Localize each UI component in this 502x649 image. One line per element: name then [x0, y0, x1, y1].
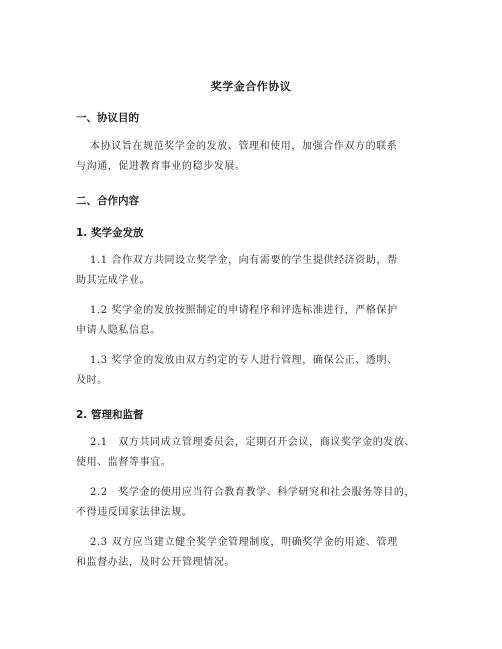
paragraph-line: 2.3 双方应当建立健全奖学金管理制度，明确奖学金的用途、管理	[90, 537, 398, 548]
paragraph-line: 本协议旨在规范奖学金的发放、管理和使用，加强合作双方的联系	[90, 141, 398, 152]
section-heading-content: 二、合作内容	[76, 195, 139, 207]
paragraph-line: 2.2 奖学金的使用应当符合教育教学、科学研究和社会服务等目的，	[90, 487, 416, 498]
clause-1-2	[76, 301, 448, 340]
section-heading-purpose: 一、协议目的	[76, 112, 139, 124]
subsection-heading-management: 2. 管理和监督	[76, 409, 144, 421]
paragraph-purpose	[76, 137, 448, 176]
paragraph-line: 申请人隐私信息。	[76, 324, 161, 336]
paragraph-line: 和监督办法，及时公开管理情况。	[76, 556, 235, 568]
clause-1-1	[76, 251, 448, 290]
clause-1-3	[76, 351, 448, 390]
paragraph-line: 1.2 奖学金的发放按照制定的申请程序和评选标准进行，严格保护	[90, 305, 398, 316]
paragraph-line: 不得违反国家法律法规。	[76, 506, 193, 518]
paragraph-line: 1.1 合作双方共同设立奖学金，向有需要的学生提供经济资助，帮	[90, 255, 398, 266]
paragraph-line: 助其完成学业。	[76, 274, 151, 286]
paragraph-line: 2.1 双方共同成立管理委员会，定期召开会议，商议奖学金的发放、	[90, 437, 416, 448]
paragraph-line: 及时。	[76, 374, 108, 386]
paragraph-line: 与沟通，促进教育事业的稳步发展。	[76, 160, 246, 172]
subsection-heading-scholarship-issuance: 1. 奖学金发放	[76, 227, 144, 239]
paragraph-line: 使用、监督等事宜。	[76, 456, 172, 468]
clause-2-1	[76, 433, 448, 472]
document-title: 奖学金合作协议	[210, 80, 292, 93]
clause-2-3	[76, 533, 448, 572]
clause-2-2	[76, 483, 448, 522]
paragraph-line: 1.3 奖学金的发放由双方约定的专人进行管理，确保公正、透明、	[90, 355, 398, 366]
